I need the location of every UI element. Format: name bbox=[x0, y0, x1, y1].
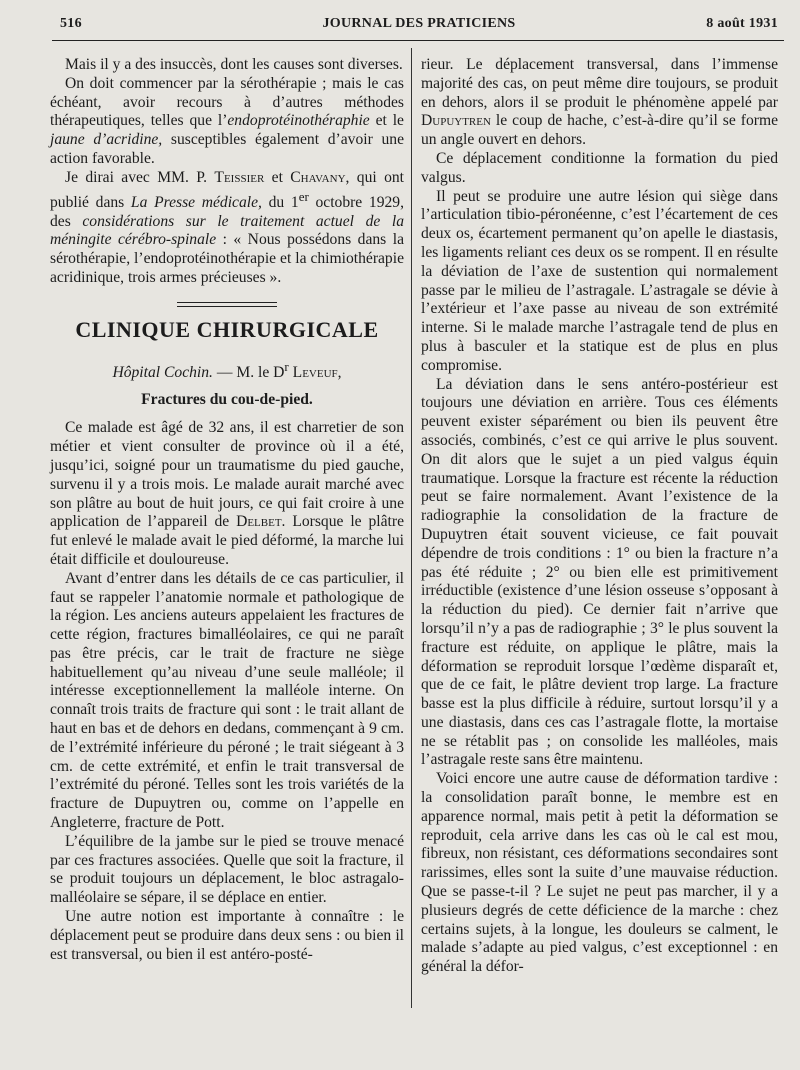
section-title: CLINIQUE CHIRURGICALE bbox=[75, 316, 379, 342]
column-rule bbox=[411, 48, 412, 1008]
paragraph: L’équilibre de la jambe sur le pied se trouve menacé par ces fractures associées. Quelle que soit la fracture, il se produit toujours un déplacement, le bloc astragalo-malléolaire se sépare, il se déplace en entier. bbox=[50, 832, 404, 907]
journal-title: JOURNAL DES PRATICIENS bbox=[322, 16, 516, 31]
paragraph: Avant d’entrer dans les détails de ce cas particulier, il faut se rappeler l’anatomie normale et pathologique de la région. Les anciens auteurs appelaient les fractures de cette région, fractures bimalléolaires, ce qui ne paraît pas être précis, car le trait de fracture ne siège habituellement qu’au niveau d’une seule malléole; il intéresse exceptionnellement la malléole interne. On connaît trois traits de fracture qui sont : le trait allant de haut en bas et de dehors en dedans, commençant à 9 cm. de l’extrémité inférieure du péroné ; le trait siégeant à 3 cm. de cette extrémité, et enfin le trait transversal de l’extrémité du péroné. Telles sont les trois variétés de la fracture de Dupuytren ou, comme on l’appelle en Angleterre, fracture de Pott. bbox=[50, 569, 404, 832]
left-column bbox=[50, 56, 404, 964]
paragraph: rieur. Le déplacement transversal, dans l’immense majorité des cas, on peut même dire toujours, se produit en dehors, alors il se produit le phénomène appelé par Dupuytren le coup de hache, c’est-à-dire qu’il se forme un angle ouvert en dehors. bbox=[421, 56, 778, 149]
paragraph: Ce déplacement conditionne la formation du pied valgus. bbox=[421, 149, 778, 186]
paragraph: Ce malade est âgé de 32 ans, il est charretier de son métier et vient consulter de province où il a été, jusqu’ici, soigné pour un traumatisme du pied gauche, survenu il y a trois mois. Le malade aurait marché avec son plâtre au bout de huit jours, ce qui fait croire à une application de l’appareil de Delbet. Lorsque le plâtre fut enlevé le malade avait le pied déformé, la marche lui était difficile et douloureuse. bbox=[50, 419, 404, 568]
running-header bbox=[60, 16, 778, 38]
paragraph: Une autre notion est importante à connaître : le déplacement peut se produire dans deux sens : ou bien il est transversal, ou bien il est antéro-posté- bbox=[50, 908, 404, 963]
paragraph: La déviation dans le sens antéro-postérieur est toujours une déviation en arrière. Tous ces éléments peuvent exister séparément ou bien ils peuvent être associés, combinés, c’est ce qui arrive le plus souvent. On dit alors que le sujet a un pied valgus équin traumatique. Lorsque la fracture est récente la réduction peut se faire normalement. Avant l’existence de la radiographie la consolidation de la fracture de Dupuytren était souvent vicieuse, ce fait pouvait dépendre de trois conditions : 1° ou bien la fracture n’a pas été réduite ; 2° ou bien elle est primitivement irréductible (existence d’une lésion osseuse s’opposant à la réduction du pied). Ce dernier fait n’arrive que lorsqu’il n’y a pas de radiographie ; 3° le plus souvent la fracture est réduite, on applique le plâtre, mais la déformation se reproduit lorsque l’œdème disparaît et, que de ce fait, le plâtre devient trop large. La fracture basse est la plus difficile à réduire, surtout lorsqu’il y a une diastasis, dans ces cas l’astragale flotte, la mortaise ne se rétablit pas ; on consolide les malléoles, mais l’astragale reste sans être maintenu. bbox=[421, 375, 778, 769]
paragraph: Voici encore une autre cause de déformation tardive : la consolidation paraît bonne, le membre est en apparence normal, mais petit à petit la déformation se reproduit, cela arrive dans les cas où le cal est mou, fibreux, non résistant, ces déformations secondaires sont rarissimes, elles sont la suite d’une mauvaise réduction. Que se passe-t-il ? Le sujet ne peut pas marcher, il y a plusieurs degrés de cette déficience de la marche : chez certains sujets, à la longue, les douleurs se calment, le malade s’adapte au pied valgus, c’est exceptionnel : en général la défor- bbox=[421, 770, 778, 976]
page-number: 516 bbox=[60, 16, 82, 31]
article-title: Fractures du cou-de-pied. bbox=[141, 390, 313, 408]
paragraph: Je dirai avec MM. P. Teissier et Chavany, qui ont publié dans La Presse médicale, du 1er octobre 1929, des considérations sur le traitement actuel de la méningite cérébro-spinale : « Nous possédons dans la sérothérapie, l’endoprotéinothérapie et la chimiothérapie acridinique, trois armes précieuses ». bbox=[50, 168, 405, 286]
right-column bbox=[421, 56, 778, 977]
section-separator bbox=[177, 302, 277, 307]
paragraph: Mais il y a des insuccès, dont les causes sont diverses. bbox=[65, 56, 403, 73]
paragraph: Il peut se produire une autre lésion qui siège dans l’articulation tibio-péronéenne, c’est l’écartement de ces deux os, écartement permanent qu’on apelle le diastasis, les ligaments reliant ces deux os se rompent. Il en résulte la déviation de l’axe de sustention qui normalement passe par le milieu de l’astragale. L’astragale se dévie à l’extérieur et l’axe passe au niveau de son extrémité interne. Si le malade marche l’astragale tend de plus en plus à basculer et la statique est de plus en plus compromise. bbox=[421, 187, 778, 374]
paragraph: On doit commencer par la sérothérapie ; mais le cas échéant, avoir recours à d’autres méthodes thérapeutiques, telles que l’endoprotéinothéraphie et le jaune d’acridine, susceptibles également d’avoir une action favorable. bbox=[50, 74, 404, 167]
issue-date: 8 août 1931 bbox=[706, 16, 778, 31]
header-rule bbox=[52, 40, 784, 41]
lecture-byline: Hôpital Cochin. — M. le $D^r$ Leveuf, bbox=[112, 358, 342, 381]
